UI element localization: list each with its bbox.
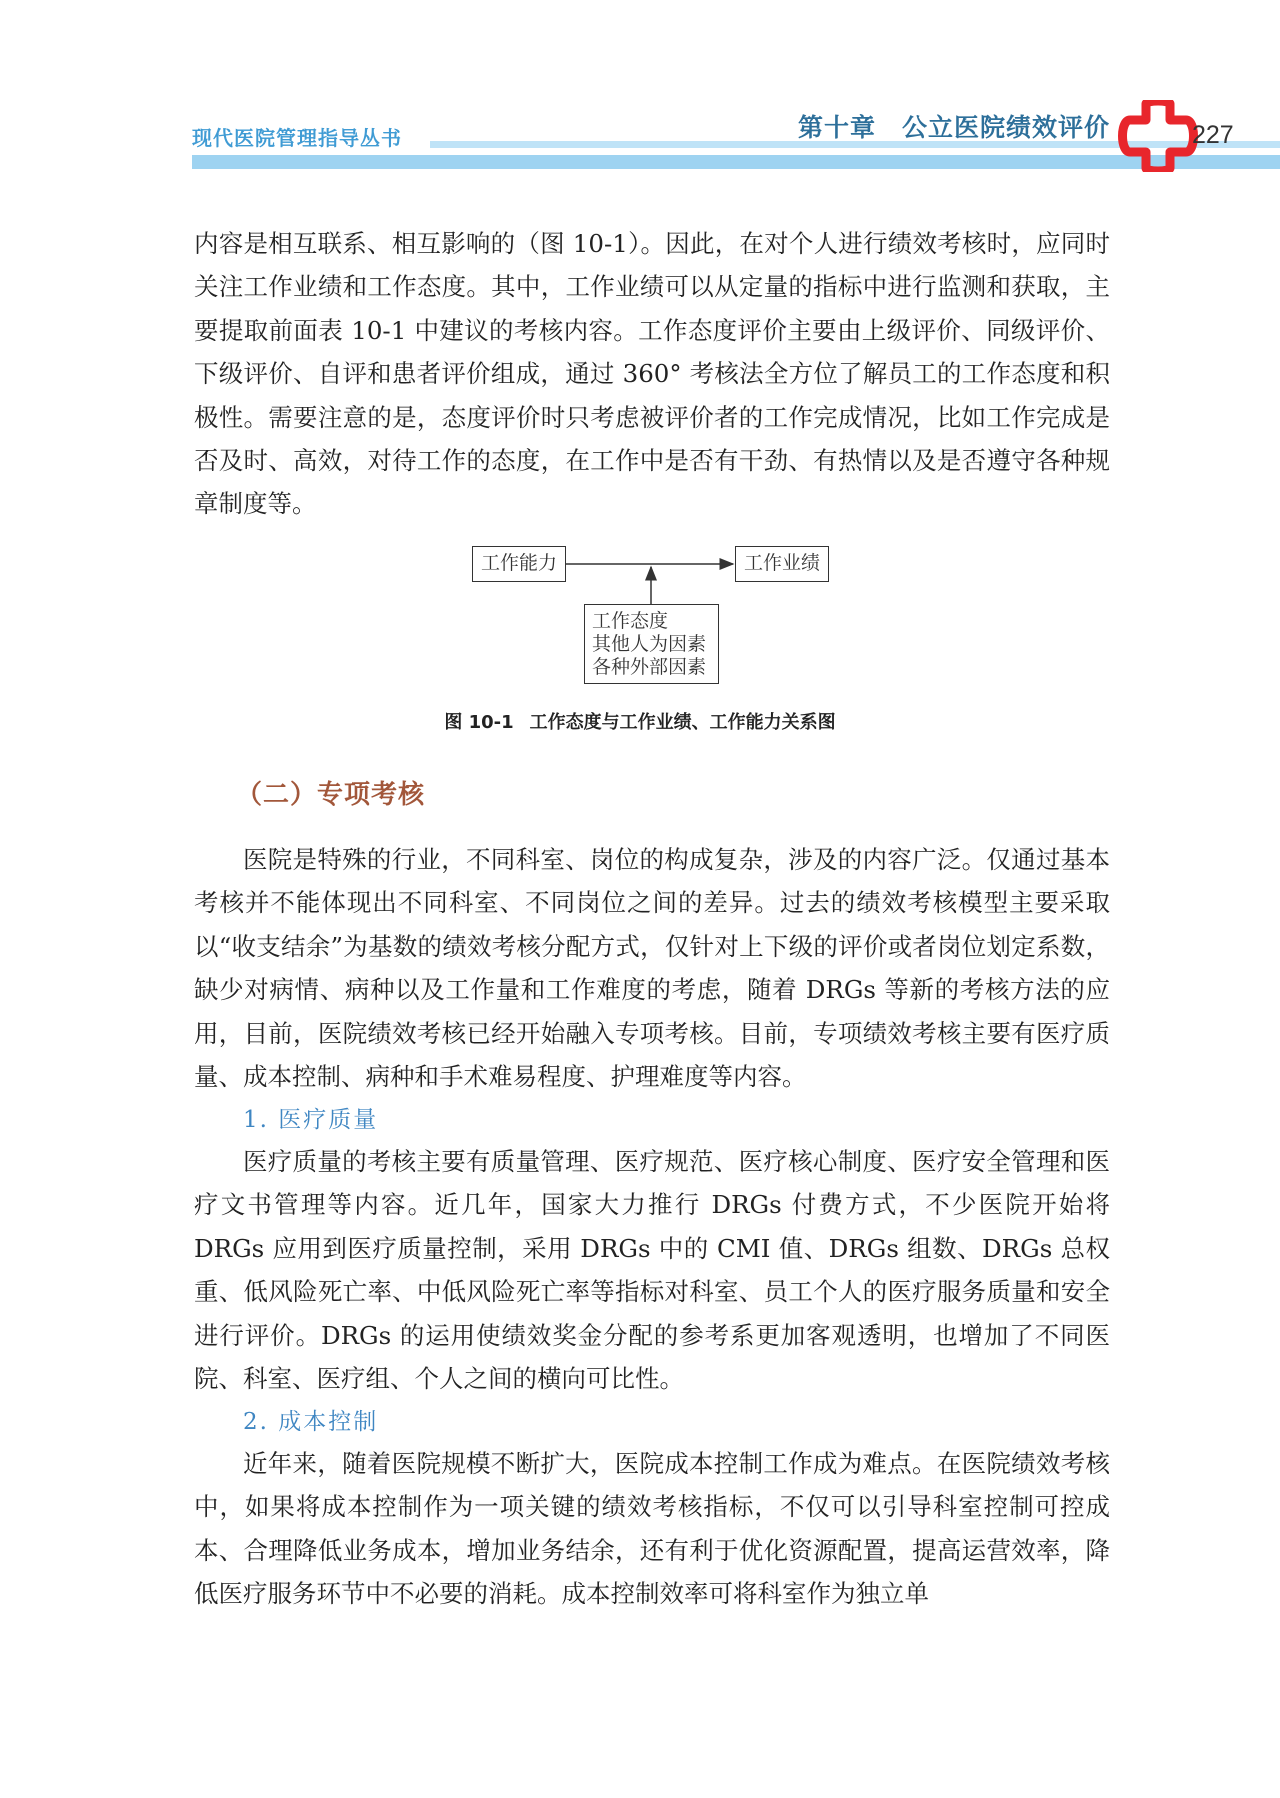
caption-text: 工作态度与工作业绩、工作能力关系图 xyxy=(529,712,836,733)
subheading-medical-quality: 1. 医疗质量 xyxy=(243,1107,379,1133)
chapter-label: 第十章 xyxy=(798,113,877,142)
paragraph-1: 内容是相互联系、相互影响的（图 10-1）。因此，在对个人进行绩效考核时，应同时关注工作业绩和工作态度。其中，工作业绩可以从定量的指标中进行监测和获取，主要提取前面表 10-1 中建议的考核内容。工作态度评价主要由上级评价、同级评价、下级评价、自评和患者评价组成，通过 360° 考核法全方位了解员工的工作态度和积极性。需要注意的是，态度评价时只考虑被评价者的工作完成情况，比如工作完成是否及时、高效，对待工作的态度，在工作中是否有干劲、有热情以及是否遵守各种规章制度等。 xyxy=(194,229,1110,519)
series-title: 现代医院管理指导丛书 xyxy=(192,126,402,150)
box-factors xyxy=(584,604,719,684)
factor-attitude: 工作态度 xyxy=(592,610,669,632)
figure-caption xyxy=(0,708,1280,734)
red-cross-logo-icon xyxy=(1118,100,1198,172)
box-work-ability: 工作能力 xyxy=(472,546,566,582)
header-rule xyxy=(192,155,1280,169)
caption-number: 图 10-1 xyxy=(444,712,514,733)
page-number: 227 xyxy=(1192,121,1234,149)
paragraph-2: 医院是特殊的行业，不同科室、岗位的构成复杂，涉及的内容广泛。仅通过基本考核并不能体现出不同科室、不同岗位之间的差异。过去的绩效考核模型主要采取以“收支结余”为基数的绩效考核分配方式，仅针对上下级的评价或者岗位划定系数，缺少对病情、病种以及工作量和工作难度的考虑，随着 DRGs 等新的考核方法的应用，目前，医院绩效考核已经开始融入专项考核。目前，专项绩效考核主要有医疗质量、成本控制、病种和手术难易程度、护理难度等内容。 xyxy=(194,845,1110,1092)
subheading-cost-control: 2. 成本控制 xyxy=(243,1409,379,1435)
box-work-performance: 工作业绩 xyxy=(735,546,829,582)
factor-human: 其他人为因素 xyxy=(592,633,707,655)
paragraph-4: 近年来，随着医院规模不断扩大，医院成本控制工作成为难点。在医院绩效考核中，如果将成本控制作为一项关键的绩效考核指标，不仅可以引导科室控制可控成本、合理降低业务成本，增加业务结余，还有利于优化资源配置，提高运营效率，降低医疗服务环节中不必要的消耗。成本控制效率可将科室作为独立单 xyxy=(194,1449,1110,1609)
section-heading: （二）专项考核 xyxy=(236,780,426,810)
chapter-title: 公立医院绩效评价 xyxy=(902,113,1111,142)
factor-external: 各种外部因素 xyxy=(592,656,707,678)
paragraph-3: 医疗质量的考核主要有质量管理、医疗规范、医疗核心制度、医疗安全管理和医疗文书管理等内容。近几年，国家大力推行 DRGs 付费方式，不少医院开始将 DRGs 应用到医疗质量控制，采用 DRGs 中的 CMI 值、DRGs 组数、DRGs 总权重、低风险死亡率、中低风险死亡率等指标对科室、员工个人的医疗服务质量和安全进行评价。DRGs 的运用使绩效奖金分配的参考系更加客观透明，也增加了不同医院、科室、医疗组、个人之间的横向可比性。 xyxy=(194,1147,1110,1394)
